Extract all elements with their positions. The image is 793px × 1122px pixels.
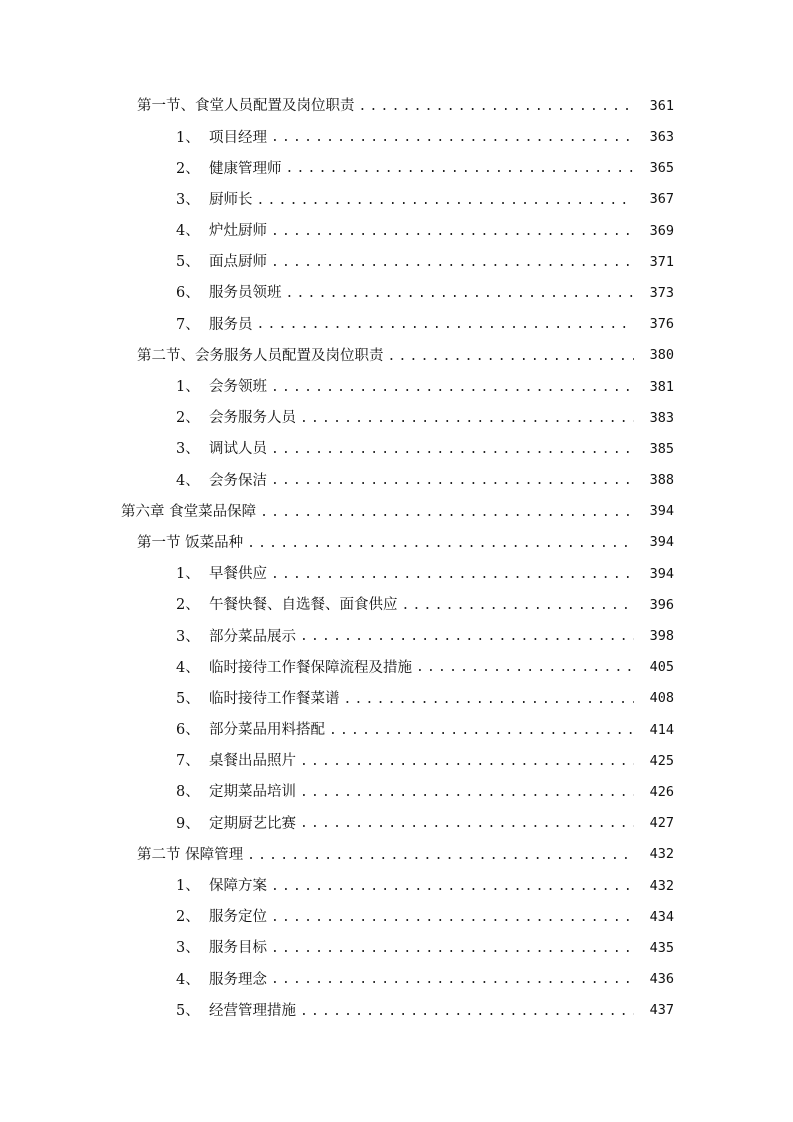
toc-entry-title: 第一节、食堂人员配置及岗位职责	[137, 98, 355, 115]
toc-entry[interactable]	[0, 465, 793, 496]
toc-entry[interactable]	[0, 871, 793, 902]
toc-entry-number: 4、	[176, 472, 200, 489]
toc-entry-title: 第二节、会务服务人员配置及岗位职责	[137, 347, 384, 364]
toc-entry-page-number: 405	[649, 659, 674, 676]
toc-entry-title: 第六章 食堂菜品保障	[121, 503, 257, 520]
toc-entry[interactable]	[0, 403, 793, 434]
toc-entry-title: 早餐供应	[209, 566, 267, 583]
toc-entry-page-number: 408	[649, 690, 674, 707]
toc-entry-number: 2、	[176, 410, 200, 427]
toc-entry-title: 定期厨艺比赛	[209, 815, 296, 832]
toc-entry-number: 7、	[176, 316, 200, 333]
dot-leader	[388, 350, 635, 363]
dot-leader	[271, 131, 634, 144]
toc-entry-page-number: 426	[649, 783, 674, 800]
toc-entry-title: 经营管理措施	[209, 1002, 296, 1019]
toc-entry-title: 炉灶厨师	[209, 223, 267, 240]
dot-leader	[260, 506, 634, 519]
toc-entry-title: 会务服务人员	[209, 410, 296, 427]
dot-leader	[257, 318, 635, 331]
toc-entry-page-number: 435	[649, 939, 674, 956]
toc-entry-number: 4、	[176, 971, 200, 988]
toc-entry-page-number: 385	[649, 440, 674, 457]
toc-entry[interactable]	[0, 746, 793, 777]
toc-entry[interactable]	[0, 372, 793, 403]
toc-entry[interactable]	[0, 496, 793, 527]
toc-entry-page-number: 437	[649, 1002, 674, 1019]
toc-entry[interactable]	[0, 216, 793, 247]
toc-entry-page-number: 432	[649, 877, 674, 894]
dot-leader	[271, 256, 634, 269]
toc-entry-page-number: 398	[649, 628, 674, 645]
toc-entry[interactable]	[0, 652, 793, 683]
toc-entry-page-number: 425	[649, 752, 674, 769]
toc-entry-number: 4、	[176, 659, 200, 676]
toc-entry-page-number: 376	[649, 316, 674, 333]
toc-entry[interactable]	[0, 559, 793, 590]
dot-leader	[359, 100, 635, 113]
toc-entry[interactable]	[0, 684, 793, 715]
toc-entry[interactable]	[0, 621, 793, 652]
toc-entry-title: 项目经理	[209, 129, 267, 146]
toc-entry[interactable]	[0, 777, 793, 808]
dot-leader	[271, 443, 634, 456]
toc-entry[interactable]	[0, 247, 793, 278]
toc-entry-page-number: 388	[649, 472, 674, 489]
dot-leader	[286, 162, 635, 175]
toc-entry[interactable]	[0, 933, 793, 964]
dot-leader	[286, 287, 635, 300]
toc-entry-title: 临时接待工作餐菜谱	[209, 690, 340, 707]
toc-entry-page-number: 380	[649, 347, 674, 364]
toc-entry-title: 定期菜品培训	[209, 784, 296, 801]
toc-entry[interactable]	[0, 341, 793, 372]
toc-entry-number: 1、	[176, 878, 200, 895]
toc-entry[interactable]	[0, 185, 793, 216]
dot-leader	[300, 755, 634, 768]
toc-entry[interactable]	[0, 902, 793, 933]
toc-entry-title: 会务领班	[209, 379, 267, 396]
toc-entry-page-number: 365	[649, 160, 674, 177]
dot-leader	[300, 1005, 634, 1018]
dot-leader	[271, 942, 634, 955]
toc-entry-number: 1、	[176, 129, 200, 146]
toc-entry[interactable]	[0, 964, 793, 995]
toc-entry-number: 4、	[176, 223, 200, 240]
dot-leader	[300, 630, 634, 643]
dot-leader	[271, 973, 634, 986]
toc-entry-page-number: 396	[649, 596, 674, 613]
toc-entry-page-number: 434	[649, 908, 674, 925]
toc-entry-page-number: 363	[649, 129, 674, 146]
toc-entry[interactable]	[0, 91, 793, 122]
toc-entry-title: 桌餐出品照片	[209, 753, 296, 770]
toc-entry-title: 厨师长	[209, 191, 253, 208]
dot-leader	[271, 225, 634, 238]
toc-entry-number: 2、	[176, 909, 200, 926]
toc-entry[interactable]	[0, 309, 793, 340]
toc-entry-page-number: 367	[649, 191, 674, 208]
dot-leader	[402, 599, 635, 612]
toc-entry-title: 第一节 饭菜品种	[137, 534, 244, 551]
toc-entry-number: 3、	[176, 940, 200, 957]
dot-leader	[271, 911, 634, 924]
toc-entry-page-number: 394	[649, 503, 674, 520]
toc-entry[interactable]	[0, 590, 793, 621]
toc-entry-page-number: 361	[649, 97, 674, 114]
toc-entry-number: 3、	[176, 441, 200, 458]
dot-leader	[271, 880, 634, 893]
toc-entry-title: 保障方案	[209, 878, 267, 895]
toc-entry-number: 9、	[176, 815, 200, 832]
toc-entry[interactable]	[0, 715, 793, 746]
toc-entry-page-number: 436	[649, 971, 674, 988]
toc-entry-title: 健康管理师	[209, 160, 282, 177]
toc-entry-title: 部分菜品展示	[209, 628, 296, 645]
toc-entry-number: 5、	[176, 254, 200, 271]
toc-entry-title: 服务目标	[209, 940, 267, 957]
toc-entry-number: 5、	[176, 1002, 200, 1019]
dot-leader	[257, 194, 635, 207]
toc-entry-page-number: 394	[649, 534, 674, 551]
dot-leader	[329, 724, 634, 737]
dot-leader	[300, 412, 634, 425]
toc-entry-number: 5、	[176, 690, 200, 707]
toc-entry-page-number: 383	[649, 409, 674, 426]
toc-entry-page-number: 381	[649, 378, 674, 395]
toc-entry-number: 1、	[176, 566, 200, 583]
toc-entry-page-number: 373	[649, 284, 674, 301]
toc-entry-title: 调试人员	[209, 441, 267, 458]
toc-entry[interactable]	[0, 995, 793, 1026]
dot-leader	[300, 786, 634, 799]
toc-entry-title: 第二节 保障管理	[137, 846, 244, 863]
toc-entry-number: 6、	[176, 285, 200, 302]
toc-entry-number: 2、	[176, 597, 200, 614]
dot-leader	[271, 381, 634, 394]
dot-leader	[416, 661, 634, 674]
toc-entry[interactable]	[0, 840, 793, 871]
dot-leader	[271, 474, 634, 487]
toc-entry-page-number: 394	[649, 565, 674, 582]
toc-entry-page-number: 427	[649, 815, 674, 832]
toc-entry-number: 3、	[176, 191, 200, 208]
dot-leader	[247, 537, 634, 550]
dot-leader	[271, 568, 634, 581]
toc-entry-number: 3、	[176, 628, 200, 645]
toc-entry[interactable]	[0, 153, 793, 184]
toc-entry-title: 服务员	[209, 316, 253, 333]
toc-entry-page-number: 369	[649, 222, 674, 239]
toc-entry-number: 6、	[176, 722, 200, 739]
toc-entry[interactable]	[0, 278, 793, 309]
toc-entry-number: 1、	[176, 379, 200, 396]
toc-entry-number: 8、	[176, 784, 200, 801]
toc-entry-page-number: 414	[649, 721, 674, 738]
toc-entry-title: 午餐快餐、自选餐、面食供应	[209, 597, 398, 614]
toc-entry-title: 面点厨师	[209, 254, 267, 271]
toc-entry[interactable]	[0, 528, 793, 559]
toc-entry-page-number: 371	[649, 253, 674, 270]
toc-entry-page-number: 432	[649, 846, 674, 863]
toc-entry[interactable]	[0, 808, 793, 839]
toc-entry-title: 服务理念	[209, 971, 267, 988]
dot-leader	[247, 849, 634, 862]
toc-entry[interactable]	[0, 434, 793, 465]
toc-entry-number: 2、	[176, 160, 200, 177]
toc-entry-title: 部分菜品用料搭配	[209, 722, 325, 739]
toc-entry-title: 服务员领班	[209, 285, 282, 302]
toc-entry-title: 服务定位	[209, 909, 267, 926]
dot-leader	[344, 693, 635, 706]
toc-entry-title: 会务保洁	[209, 472, 267, 489]
toc-entry-title: 临时接待工作餐保障流程及措施	[209, 659, 412, 676]
toc-entry[interactable]	[0, 122, 793, 153]
dot-leader	[300, 817, 634, 830]
table-of-contents	[0, 91, 793, 1027]
toc-entry-number: 7、	[176, 753, 200, 770]
